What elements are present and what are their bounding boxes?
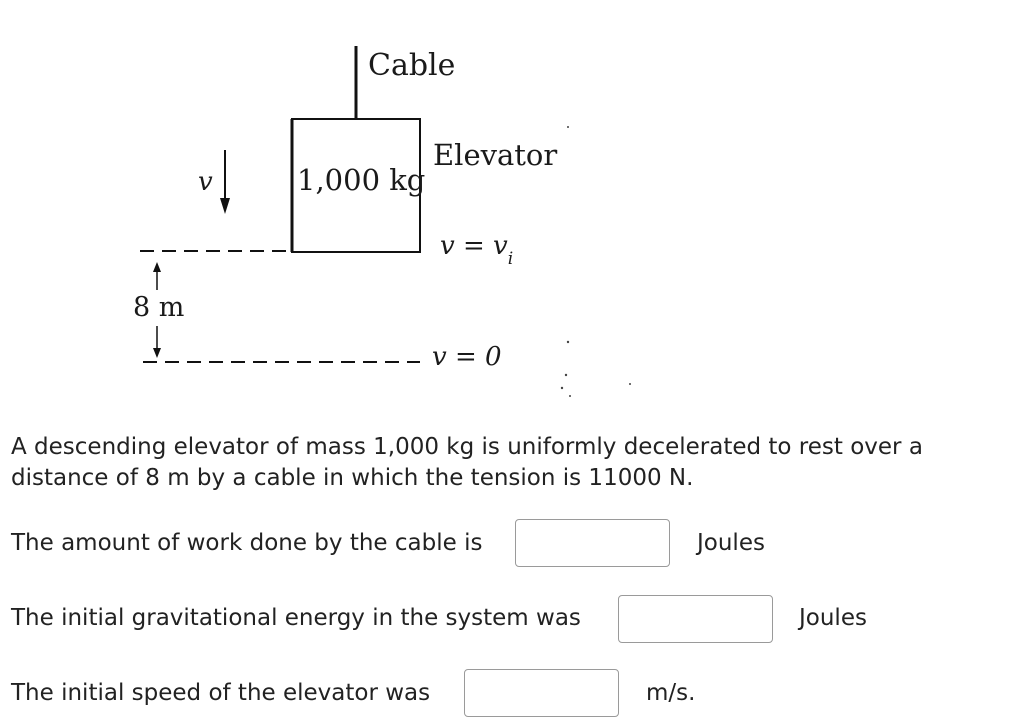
problem-statement: A descending elevator of mass 1,000 kg is uniformly decelerated to rest over a distance of 8 m by a cable in which the tension is 11000 N. bbox=[11, 434, 923, 491]
question-1-prompt: The amount of work done by the cable is bbox=[11, 530, 483, 556]
velocity-symbol: v bbox=[198, 167, 213, 197]
elevator-label: Elevator bbox=[433, 138, 558, 172]
work-by-cable-input[interactable] bbox=[515, 519, 670, 567]
question-3-unit: m/s. bbox=[646, 680, 696, 706]
distance-label: 8 m bbox=[133, 292, 185, 323]
v-final-label: v = 0 bbox=[432, 342, 502, 372]
question-2-prompt: The initial gravitational energy in the system was bbox=[11, 605, 581, 631]
speck bbox=[567, 126, 569, 128]
v-initial-subscript: i bbox=[507, 249, 514, 269]
mass-label: 1,000 kg bbox=[297, 163, 426, 197]
gravitational-energy-input[interactable] bbox=[618, 595, 773, 643]
initial-speed-input[interactable] bbox=[464, 669, 619, 717]
question-1-unit: Joules bbox=[697, 530, 765, 556]
v-initial-label: $v = v_i$ bbox=[440, 231, 514, 269]
question-3-prompt: The initial speed of the elevator was bbox=[11, 680, 431, 706]
cable-label: Cable bbox=[368, 48, 456, 83]
question-2-unit: Joules bbox=[799, 605, 867, 631]
velocity-arrow-head bbox=[220, 198, 230, 214]
